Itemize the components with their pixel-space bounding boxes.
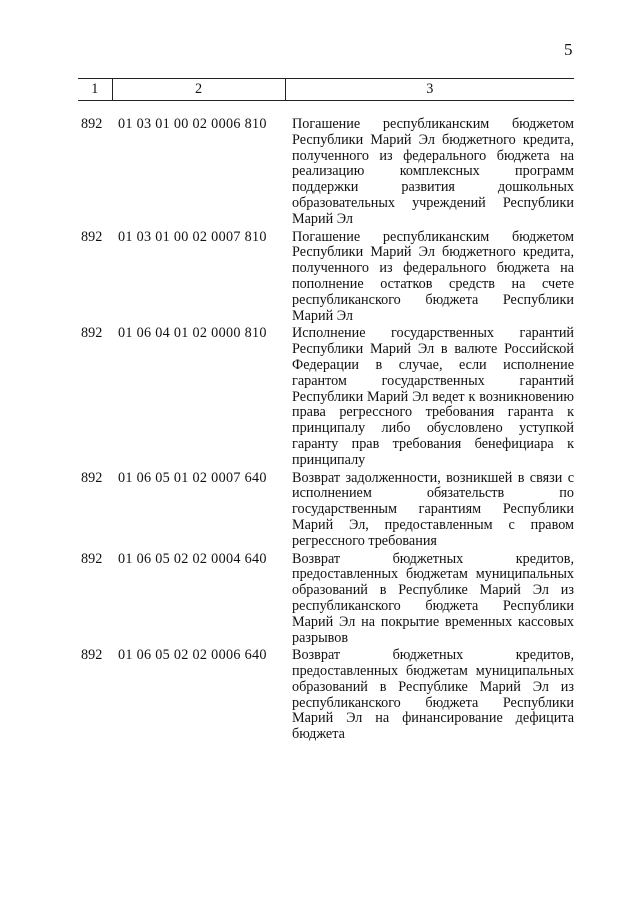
- classification-code: 01 06 05 02 02 0004 640: [118, 550, 267, 567]
- table-row: [78, 469, 574, 550]
- column-header-3: 3: [285, 79, 574, 101]
- admin-code: 892: [81, 116, 103, 132]
- admin-code: 892: [81, 550, 103, 567]
- classification-code: 01 03 01 00 02 0007 810: [118, 228, 267, 245]
- classification-code: 01 03 01 00 02 0006 810: [118, 116, 267, 132]
- admin-code: 892: [81, 647, 103, 664]
- admin-code: 892: [81, 228, 103, 245]
- budget-classification-table: [78, 78, 574, 743]
- table-row: [78, 646, 574, 743]
- table-row: [78, 101, 574, 228]
- table-row: [78, 228, 574, 325]
- row-description: Погашение республиканским бюджетом Республики Марий Эл бюджетного кредита, полученного из федерального бюджета на пополнение остатков средств на счете республиканского бюджета Республики Марий Эл: [292, 228, 574, 324]
- classification-code: 01 06 05 01 02 0007 640: [118, 469, 267, 486]
- row-description: Возврат бюджетных кредитов, предоставленных бюджетам муниципальных образований в Республике Марий Эл из республиканского бюджета Республики Марий Эл на финансирование дефицита бюджета: [292, 647, 574, 743]
- admin-code: 892: [81, 469, 103, 486]
- page-number: 5: [564, 40, 573, 59]
- row-description: Возврат бюджетных кредитов, предоставленных бюджетам муниципальных образований в Республике Марий Эл из республиканского бюджета Республики Марий Эл на покрытие временных кассовых разрывов: [292, 550, 574, 646]
- column-header-1: 1: [78, 79, 112, 101]
- classification-code: 01 06 05 02 02 0006 640: [118, 647, 267, 664]
- row-description: Исполнение государственных гарантий Республики Марий Эл в валюте Российской Федерации в случае, если исполнение гарантом государственных гарантий Республики Марий Эл ведет к возникновению права регрессного требования гаранта к принципалу либо обусловлено уступкой гаранту прав требования бенефициара к принципалу: [292, 325, 574, 468]
- row-description: Возврат задолженности, возникшей в связи с исполнением обязательств по государственным гарантиям Республики Марий Эл, предоставленным с правом регрессного требования: [292, 469, 574, 549]
- row-description: Погашение республиканским бюджетом Республики Марий Эл бюджетного кредита, полученного из федерального бюджета на реализацию комплексных программ поддержки развития дошкольных образовательных учреждений Республики Марий Эл: [292, 116, 574, 227]
- table-header: [78, 79, 574, 101]
- admin-code: 892: [81, 325, 103, 342]
- table-row: [78, 550, 574, 647]
- table-row: [78, 324, 574, 468]
- column-header-2: 2: [112, 79, 285, 101]
- classification-code: 01 06 04 01 02 0000 810: [118, 325, 267, 342]
